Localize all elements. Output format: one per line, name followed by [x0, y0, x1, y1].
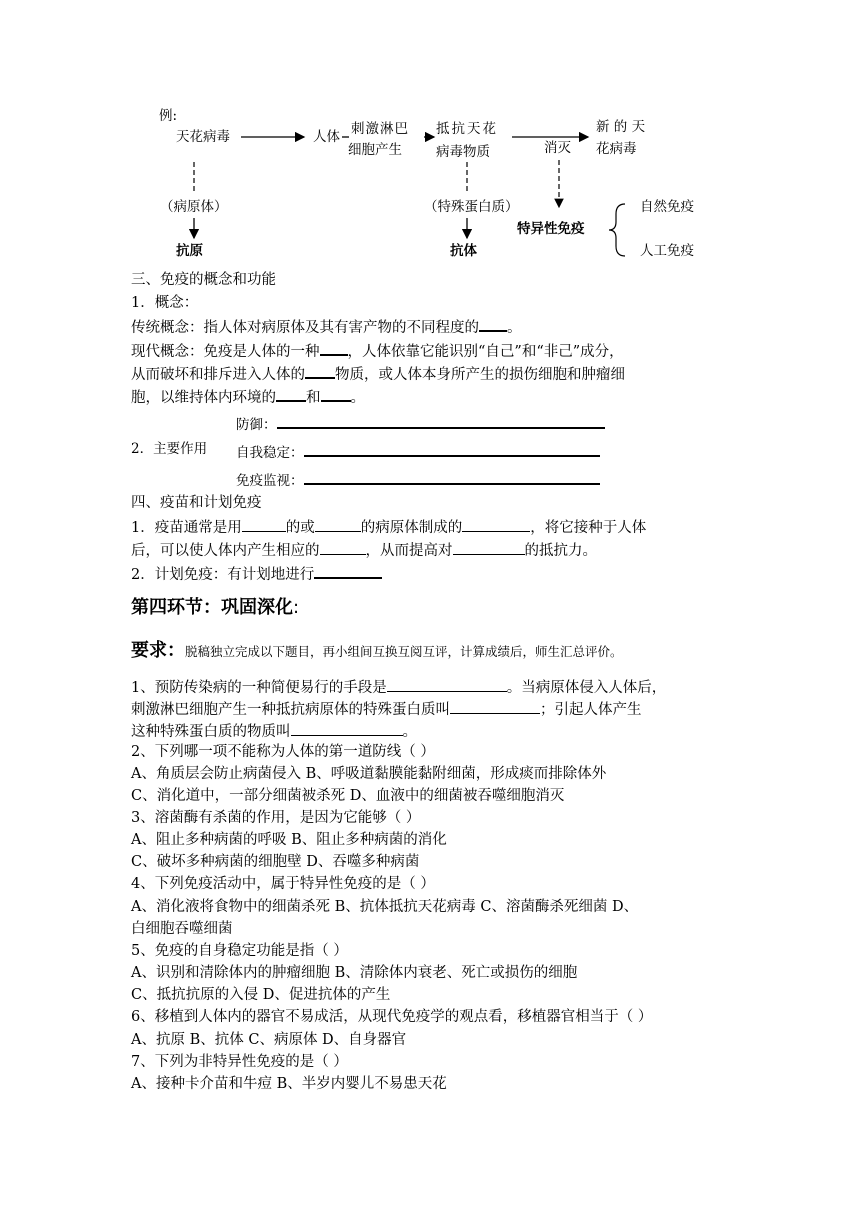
blank-vaccine-3[interactable]	[462, 517, 530, 532]
blank-vaccine-2[interactable]	[315, 517, 361, 532]
natural-immunity-label: 自然免疫	[640, 199, 694, 215]
blank-q1-2[interactable]	[450, 699, 540, 714]
q6-options: A、抗原 B、抗体 C、病原体 D、自身器官	[131, 1032, 407, 1048]
resist-label-1: 抵抗天花	[436, 121, 498, 137]
immunity-flow-diagram	[0, 0, 860, 280]
requirement-line: 要求：脱稿独立完成以下题目，再小组间互换互阅互评，计算成绩后，师生汇总评价。	[131, 640, 623, 661]
blank-traditional[interactable]	[479, 316, 507, 332]
blank-q1-1[interactable]	[387, 677, 507, 692]
modern-concept-1: 现代概念：免疫是人体的一种 ，人体依靠它能识别“自己”和“非己”成分，	[131, 340, 624, 361]
section4-heading: 四、疫苗和计划免疫	[131, 495, 262, 511]
q1-line-1: 1、预防传染病的一种简便易行的手段是 。当病原体侵入人体后，	[131, 677, 666, 697]
new-virus-label-2: 花病毒	[596, 141, 637, 157]
self-stability-row: 自我稳定：	[236, 441, 600, 462]
q1-line-2: 刺激淋巴细胞产生一种抵抗病原体的特殊蛋白质叫 ；引起人体产生	[131, 699, 642, 719]
blank-self-stability[interactable]	[304, 441, 600, 457]
human-body-label: 人体	[313, 129, 340, 145]
blank-modern-1[interactable]	[320, 340, 348, 356]
q3-options-cd: C、破坏多种病菌的细胞壁 D、吞噬多种病菌	[131, 854, 420, 870]
q4-stem: 4、下列免疫活动中，属于特异性免疫的是（ ）	[131, 876, 435, 892]
blank-vaccine-5[interactable]	[453, 540, 525, 555]
eliminate-label: 消灭	[544, 140, 571, 156]
traditional-concept: 传统概念：指人体对病原体及其有害产物的不同程度的 。	[131, 316, 522, 337]
new-virus-label-1: 新 的 天	[596, 119, 646, 135]
antigen-label: 抗原	[176, 243, 203, 259]
vaccine-line-1: 1．疫苗通常是用 的或 的病原体制成的 ，将它接种于人体	[131, 517, 646, 537]
q5-options-ab: A、识别和清除体内的肿瘤细胞 B、清除体内衰老、死亡或损伤的细胞	[131, 965, 578, 981]
blank-planned[interactable]	[314, 563, 382, 579]
defense-row: 防御：	[236, 413, 605, 434]
q3-stem: 3、溶菌酶有杀菌的作用，是因为它能够（ ）	[131, 810, 421, 826]
antibody-label: 抗体	[450, 243, 477, 259]
blank-q1-3[interactable]	[291, 721, 403, 736]
modern-concept-3: 胞，以维持体内环境的 和 。	[131, 386, 365, 407]
q2-options-ab: A、角质层会防止病菌侵入 B、呼吸道黏膜能黏附细菌，形成痰而排除体外	[131, 766, 607, 782]
section3-heading: 三、免疫的概念和功能	[131, 272, 276, 288]
q7-options-ab: A、接种卡介苗和牛痘 B、半岁内婴儿不易患天花	[131, 1076, 447, 1092]
planned-immunity-line: 2．计划免疫：有计划地进行	[131, 563, 382, 584]
blank-defense[interactable]	[277, 413, 605, 429]
stimulate-label-1: 刺激淋巴	[351, 121, 409, 137]
q2-options-cd: C、消化道中，一部分细菌被杀死 D、血液中的细菌被吞噬细胞消灭	[131, 788, 565, 804]
blank-vaccine-1[interactable]	[242, 517, 286, 532]
blank-vaccine-4[interactable]	[320, 540, 366, 555]
example-label: 例:	[159, 108, 178, 124]
pathogen-note: （病原体）	[160, 199, 228, 215]
resist-label-2: 病毒物质	[436, 144, 490, 160]
concept-heading: 1．概念：	[131, 295, 199, 311]
q1-line-3: 这种特殊蛋白质的物质叫 。	[131, 721, 417, 741]
q7-stem: 7、下列为非特异性免疫的是（ ）	[131, 1054, 348, 1070]
vaccine-line-2: 后，可以使人体内产生相应的 ，从而提高对 的抵抗力。	[131, 540, 597, 560]
q3-options-ab: A、阻止多种病菌的呼吸 B、阻止多种病菌的消化	[131, 832, 447, 848]
blank-surveillance[interactable]	[304, 469, 600, 485]
q5-stem: 5、免疫的自身稳定功能是指（ ）	[131, 943, 348, 959]
smallpox-virus-label: 天花病毒	[176, 129, 230, 145]
q5-options-cd: C、抵抗抗原的入侵 D、促进抗体的产生	[131, 987, 391, 1003]
artificial-immunity-label: 人工免疫	[640, 243, 694, 259]
main-function-label: 2．主要作用	[131, 441, 208, 457]
special-protein-note: （特殊蛋白质）	[424, 199, 519, 215]
blank-modern-3a[interactable]	[276, 386, 306, 402]
surveillance-row: 免疫监视：	[236, 469, 600, 490]
q4-options-2: 白细胞吞噬细菌	[131, 921, 233, 937]
specific-immunity-label: 特异性免疫	[517, 221, 585, 237]
q6-stem: 6、移植到人体内的器官不易成活，从现代免疫学的观点看，移植器官相当于（ ）	[131, 1009, 653, 1025]
q2-stem: 2、下列哪一项不能称为人体的第一道防线（ ）	[131, 744, 435, 760]
part4-title: 第四环节：巩固深化:	[131, 597, 300, 618]
blank-modern-2[interactable]	[305, 363, 335, 379]
stimulate-label-2: 细胞产生	[348, 142, 402, 158]
blank-modern-3b[interactable]	[321, 386, 351, 402]
brace-immunity-types	[609, 204, 625, 256]
modern-concept-2: 从而破坏和排斥进入人体的 物质，或人体本身所产生的损伤细胞和肿瘤细	[131, 363, 625, 384]
q4-options-1: A、消化液将食物中的细菌杀死 B、抗体抵抗天花病毒 C、溶菌酶杀死细菌 D、	[131, 899, 639, 915]
